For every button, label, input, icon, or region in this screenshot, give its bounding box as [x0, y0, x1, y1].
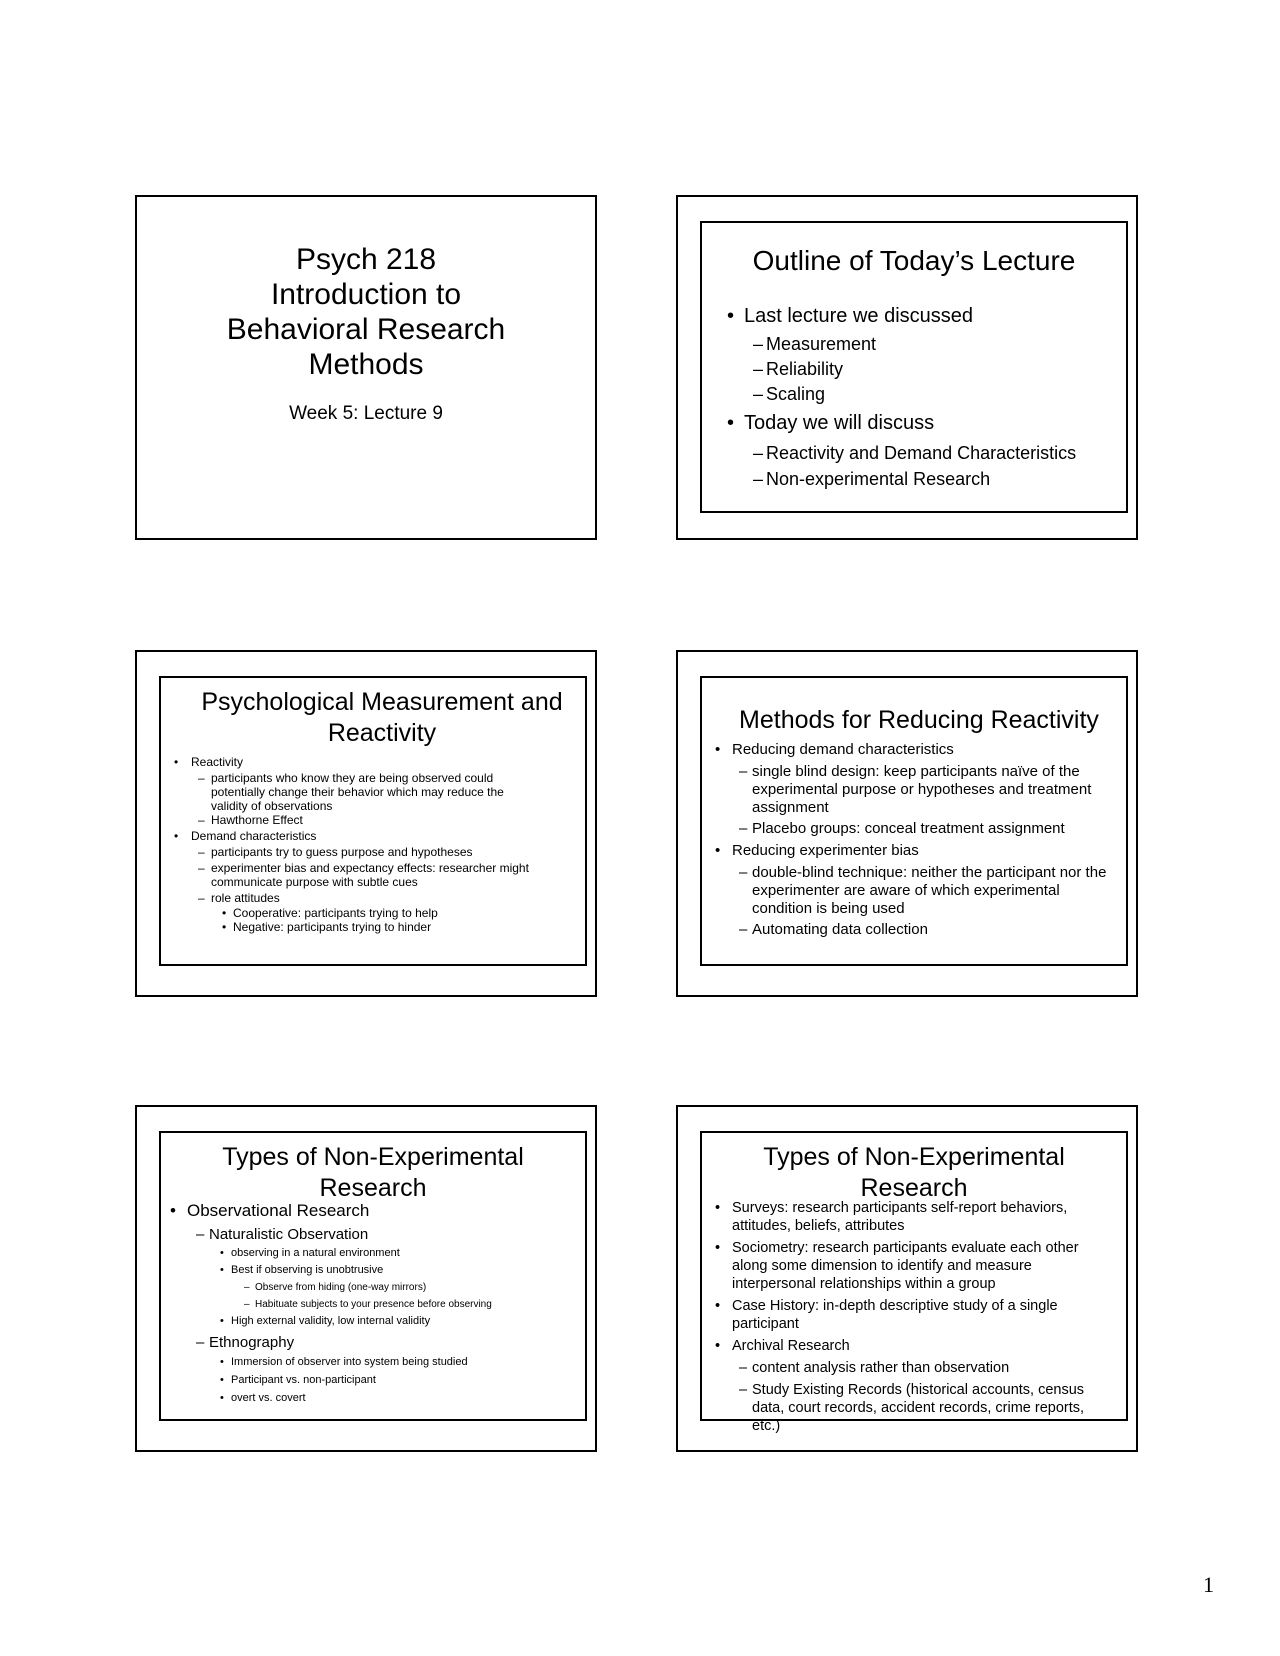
slide-frame — [159, 676, 587, 966]
sub-bullet-item — [766, 382, 1126, 407]
sub-sub-bullet-text: • Best if observing is unobtrusive — [231, 1262, 575, 1279]
slide-title: Types of Non-Experimental Research — [763, 1143, 1065, 1202]
slide-title: Psychological Measurement and Reactivity — [201, 688, 563, 747]
sub-bullet-text: – single blind design: keep participants naïve of the experimental purpose or hypotheses and treatment assignment — [752, 763, 1110, 817]
sub-bullet-text: – Reactivity and Demand Characteristics — [766, 440, 1126, 466]
bullet-text: • Case History: in-depth descriptive study of a single participant — [732, 1297, 1112, 1333]
sub-bullet-text: – Hawthorne Effect — [211, 813, 557, 827]
bullet-text: • Observational Research — [187, 1201, 575, 1221]
level4-bullet-text: – Habituate subjects to your presence before observing — [255, 1296, 575, 1313]
bullet-item — [744, 304, 1126, 407]
sub-sub-bullet-item — [231, 1389, 575, 1407]
slide-reducing-reactivity — [676, 650, 1138, 997]
bullet-item — [191, 755, 557, 827]
bullet-item — [191, 829, 557, 934]
sub-bullet-text: – Scaling — [766, 382, 1126, 407]
sub-bullet-item — [211, 891, 557, 934]
bullet-item — [187, 1201, 575, 1407]
level4-bullet-item — [255, 1296, 575, 1313]
bullet-text: • Demand characteristics — [191, 829, 557, 843]
bullet-text: • Reducing experimenter bias — [732, 842, 1110, 860]
sub-bullet-item — [211, 845, 557, 859]
slide-title — [137, 242, 595, 382]
sub-bullet-item — [766, 332, 1126, 357]
slide-frame — [700, 221, 1128, 513]
sub-bullet-item — [209, 1226, 575, 1330]
sub-bullet-text: – participants try to guess purpose and hypotheses — [211, 845, 557, 859]
sub-bullet-item — [752, 864, 1110, 918]
sub-bullet-item — [211, 813, 557, 827]
sub-bullet-item — [211, 771, 557, 813]
bullet-text: • Archival Research — [732, 1337, 1112, 1355]
bullet-item — [732, 1337, 1112, 1435]
sub-sub-bullet-text: • overt vs. covert — [231, 1389, 575, 1407]
slide-frame — [700, 676, 1128, 966]
sub-bullet-item — [752, 921, 1110, 939]
sub-bullet-text: – Placebo groups: conceal treatment assignment — [752, 820, 1110, 838]
sub-sub-bullet-item — [231, 1371, 575, 1389]
sub-bullet-text: – role attitudes — [211, 891, 557, 905]
bullet-text: • Sociometry: research participants evaluate each other along some dimension to identify and measure interpersonal relationships within a group — [732, 1239, 1112, 1293]
bullet-item — [732, 741, 1110, 838]
sub-sub-bullet-item — [233, 906, 557, 920]
slide-title-page — [135, 195, 597, 540]
sub-bullet-item — [766, 440, 1126, 466]
sub-bullet-item — [752, 763, 1110, 817]
sub-bullet-text: – Ethnography — [209, 1334, 575, 1352]
sub-sub-bullet-item — [231, 1353, 575, 1371]
sub-bullet-text: – Non-experimental Research — [766, 466, 1126, 492]
sub-bullet-item — [211, 861, 557, 889]
sub-sub-bullet-text: • Immersion of observer into system being studied — [231, 1353, 575, 1371]
title-line: Methods — [308, 348, 424, 381]
sub-bullet-item — [752, 1381, 1112, 1435]
level4-bullet-text: – Observe from hiding (one-way mirrors) — [255, 1279, 575, 1296]
slide-frame — [700, 1131, 1128, 1434]
sub-bullet-item — [766, 466, 1126, 492]
title-line: Behavioral Research — [226, 313, 506, 346]
bullet-item — [732, 1297, 1112, 1333]
sub-bullet-text: – participants who know they are being observed could potentially change their behavior which may reduce the validity of observations — [211, 771, 517, 813]
bullet-text: • Last lecture we discussed — [744, 304, 1126, 329]
sub-sub-bullet-item — [231, 1262, 575, 1313]
sub-sub-bullet-text: • Cooperative: participants trying to help — [233, 906, 557, 920]
bullet-text: • Surveys: research participants self-report behaviors, attitudes, beliefs, attributes — [732, 1199, 1112, 1235]
sub-bullet-text: – double-blind technique: neither the participant nor the experimenter are aware of which experimental condition is being used — [752, 864, 1110, 918]
sub-sub-bullet-item — [231, 1313, 575, 1330]
title-line: Introduction to — [270, 278, 462, 311]
slide-title: Outline of Today’s Lecture — [752, 245, 1076, 276]
slide-frame — [159, 1131, 587, 1421]
bullet-item — [732, 1199, 1112, 1235]
slide-title: Methods for Reducing Reactivity — [739, 706, 1099, 734]
sub-sub-bullet-item — [231, 1245, 575, 1262]
bullet-item — [732, 1239, 1112, 1293]
sub-bullet-text: – experimenter bias and expectancy effects: researcher might communicate purpose with subtle cues — [211, 861, 557, 889]
sub-sub-bullet-text: • High external validity, low internal validity — [231, 1313, 575, 1330]
slide-subtitle: Week 5: Lecture 9 — [289, 403, 443, 424]
bullet-item — [744, 411, 1126, 492]
bullet-item — [732, 842, 1110, 939]
sub-bullet-item — [752, 1359, 1112, 1377]
slide-measurement-reactivity — [135, 650, 597, 997]
sub-bullet-item — [752, 820, 1110, 838]
page-number: 1 — [1203, 1572, 1214, 1597]
bullet-text: • Today we will discuss — [744, 411, 1126, 436]
bullet-text: • Reactivity — [191, 755, 557, 769]
sub-bullet-text: – Reliability — [766, 357, 1126, 382]
level4-bullet-item — [255, 1279, 575, 1296]
sub-sub-bullet-text: • Participant vs. non-participant — [231, 1371, 575, 1389]
sub-sub-bullet-item — [233, 920, 557, 934]
slide-title: Types of Non-Experimental Research — [222, 1143, 524, 1202]
sub-bullet-text: – content analysis rather than observation — [752, 1359, 1112, 1377]
sub-bullet-text: – Automating data collection — [752, 921, 1110, 939]
slide-non-experimental-types — [676, 1105, 1138, 1452]
sub-bullet-item — [209, 1334, 575, 1407]
sub-bullet-text: – Study Existing Records (historical accounts, census data, court records, accident records, crime reports, etc.) — [752, 1381, 1112, 1435]
sub-sub-bullet-text: • Negative: participants trying to hinder — [233, 920, 557, 934]
slide-outline — [676, 195, 1138, 540]
bullet-text: • Reducing demand characteristics — [732, 741, 1110, 759]
slide-non-experimental-observational — [135, 1105, 597, 1452]
sub-sub-bullet-text: • observing in a natural environment — [231, 1245, 575, 1262]
title-line: Psych 218 — [295, 243, 437, 276]
sub-bullet-item — [766, 357, 1126, 382]
sub-bullet-text: – Measurement — [766, 332, 1126, 357]
sub-bullet-text: – Naturalistic Observation — [209, 1226, 575, 1244]
